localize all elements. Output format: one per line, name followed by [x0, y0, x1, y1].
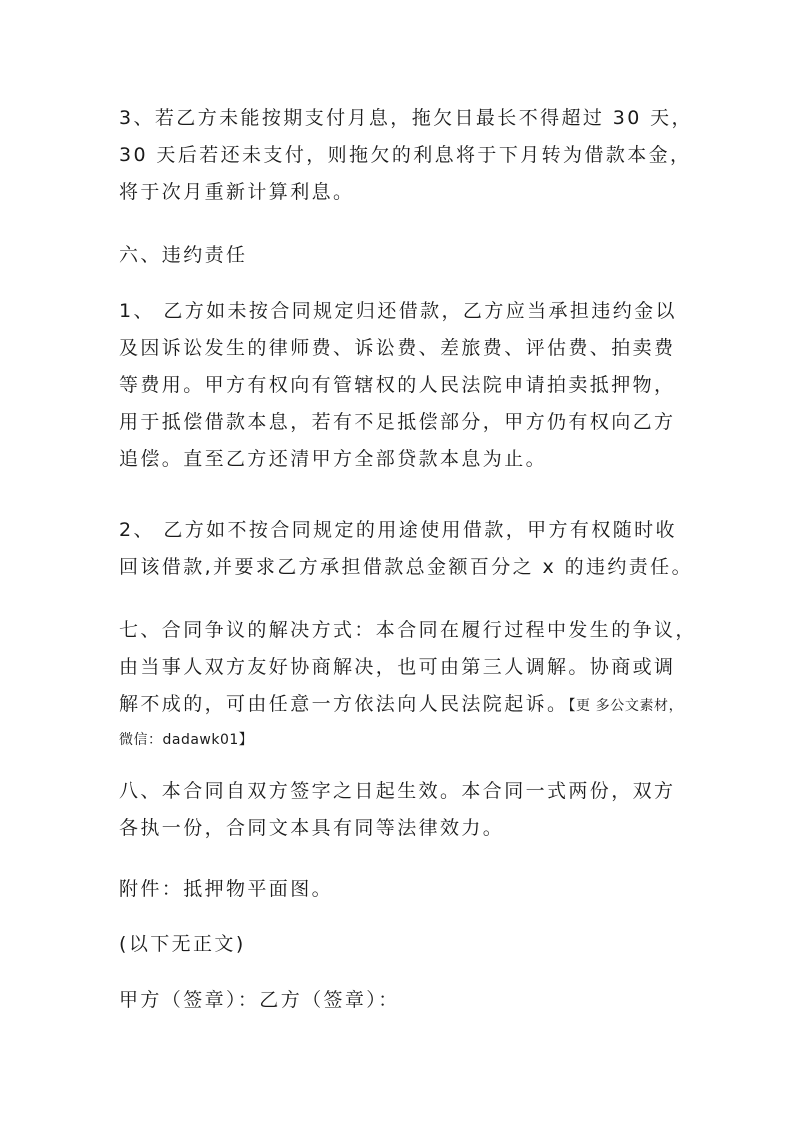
text-line: 由当事人双方友好协商解决，也可由第三人调解。协商或调 [119, 656, 676, 678]
section-8-paragraph [119, 773, 679, 847]
promo-note-line: 微信：dadawk01】 [119, 732, 254, 748]
text-line: 回该借款,并要求乙方承担借款总金额百分之 x 的违约责任。 [119, 556, 693, 578]
text-line: 追偿。直至乙方还清甲方全部贷款本息为止。 [119, 448, 548, 470]
promo-note: 【更 多公文素材， [568, 698, 684, 714]
text-main: 解不成的，可由任意一方依法向人民法院起诉。 [119, 693, 569, 715]
text-line: 等费用。甲方有权向有管辖权的人民法院申请拍卖抵押物， [119, 374, 676, 396]
text-line: 八、本合同自双方签字之日起生效。本合同一式两份，双方 [119, 780, 676, 802]
text-line: 七、合同争议的解决方式：本合同在履行过程中发生的争议， [119, 619, 697, 641]
text-line: 30 天后若还未支付，则拖欠的利息将于下月转为借款本金， [119, 144, 692, 166]
text-line: 2、 乙方如不按合同规定的用途使用借款，甲方有权随时收 [119, 519, 677, 541]
text-line: 3、若乙方未能按期支付月息，拖欠日最长不得超过 30 天， [119, 107, 693, 129]
clause-3-paragraph [119, 100, 693, 211]
attachment-line: 附件：抵押物平面图。 [119, 878, 334, 900]
signature-line: 甲方（签章）：乙方（签章）： [119, 989, 400, 1011]
section-7-paragraph [119, 612, 697, 751]
text-line [119, 686, 684, 725]
section-6-item-2-paragraph [119, 512, 693, 586]
section-6-heading: 六、违约责任 [119, 244, 248, 266]
text-line: 将于次月重新计算利息。 [119, 181, 355, 203]
text-line: 及因诉讼发生的律师费、诉讼费、差旅费、评估费、拍卖费 [119, 337, 676, 359]
end-note: (以下无正文) [119, 933, 246, 955]
section-6-item-1-paragraph [119, 293, 679, 478]
text-line: 1、 乙方如未按合同规定归还借款，乙方应当承担违约金以 [119, 300, 677, 322]
text-line: 用于抵偿借款本息，若有不足抵偿部分，甲方仍有权向乙方 [119, 411, 676, 433]
text-line: 各执一份，合同文本具有同等法律效力。 [119, 817, 505, 839]
